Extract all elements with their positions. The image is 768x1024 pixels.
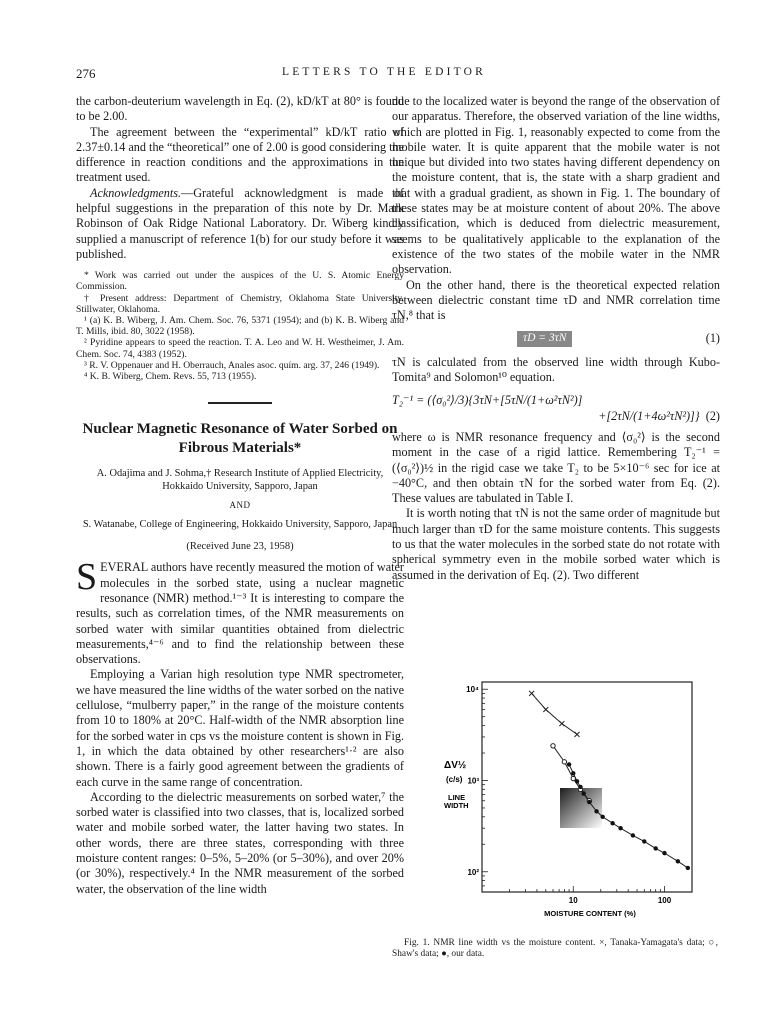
y-tick-label: 10² [467, 867, 479, 877]
y-tick-label: 10⁴ [466, 685, 479, 695]
x-axis-label: MOISTURE CONTENT (%) [544, 909, 636, 918]
ylabel-width: WIDTH [444, 801, 469, 810]
line-width-chart [400, 660, 720, 940]
acknowledgments [76, 186, 404, 262]
page-number: 276 [76, 66, 96, 81]
paragraph [76, 556, 404, 667]
data-point-filled [676, 859, 680, 863]
right-column [392, 94, 720, 583]
section-divider [208, 402, 272, 404]
data-point-filled [618, 826, 622, 830]
data-point-filled [610, 821, 614, 825]
footnote: ⁴ K. B. Wiberg, Chem. Revs. 55, 713 (1955). [84, 371, 257, 383]
paragraph: due to the localized water is beyond the range of the observation of our apparatus. Therefore, the observed variation of the line widths, which are plotted in Fig. 1, reasonably expected to come from the mobile water. It is quite apparent that the mobile water is not unique but divided into two states having different dependency on the moisture content, that is, the state with a sharp gradient and that with a gradual gradient, as shown in Fig. 1. The boundary of these states may be at moisture content of about 20%. The above classification, which is deduced from dielectric measurement, seems to be qualitatively applicable to the explanation of the existence of the two states of the mobile water in the NMR observation. [392, 94, 720, 277]
footnote: * Work was carried out under the auspices of the U. S. Atomic Energy Commission. [76, 270, 404, 293]
data-point-filled [686, 866, 690, 870]
data-point-filled [662, 851, 666, 855]
data-point-x [559, 721, 564, 726]
paragraph: the carbon-deuterium wavelength in Eq. (2), kD/kT at 80° is found to be 2.00. [76, 94, 404, 124]
and-separator: AND [229, 500, 251, 511]
footnote: ¹ (a) K. B. Wiberg, J. Am. Chem. Soc. 76, 5371 (1954); and (b) K. B. Wiberg and T. Mills, ibid. 80, 3022 (1958). [76, 315, 404, 338]
footnotes [76, 270, 404, 382]
data-point-open [571, 776, 575, 780]
data-points [529, 691, 690, 870]
shaded-region [560, 788, 602, 828]
data-point-filled [653, 846, 657, 850]
x-tick-label: 100 [657, 896, 672, 905]
equation-1 [392, 331, 720, 346]
y-tick-label: 10³ [467, 776, 479, 786]
data-point-open [562, 760, 566, 764]
equation-text: +[2τN/(1+4ω²τN²)]} [598, 408, 700, 423]
data-point-filled [567, 762, 571, 766]
data-point-filled [600, 815, 604, 819]
ylabel-unit: (c/s) [446, 775, 463, 784]
received-date: (Received June 23, 1958) [186, 541, 294, 553]
paragraph: According to the dielectric measurements on sorbed water,⁷ the sorbed water is classified into two classes, that is, localized sorbed water and mobile sorbed water, the latter having two states. In other words, there are three states, corresponding with three moisture content ranges: 0–5%, 5–20% (or 5–30%), and over 20% (or 30%), respectively.⁴ In the NMR measurement of the sorbed water, the observation of the line width [76, 789, 404, 896]
paragraph: τN is calculated from the observed line width through Kubo-Tomita⁹ and Solomon¹⁰ equation. [392, 354, 720, 385]
equation-number: (2) [705, 408, 720, 423]
paragraph: The agreement between the “experimental” kD/kT ratio of 2.37±0.14 and the “theoretical” one of 2.00 is good considering the difference in reaction conditions and the approximations in the treatment used. [76, 124, 404, 185]
data-point-x [575, 732, 580, 737]
equation-line [392, 409, 720, 424]
paragraph: On the other hand, there is the theoretical expected relation between dielectric constant time τD and NMR correlation time τN,⁸ that is [392, 277, 720, 323]
data-point-filled [571, 771, 575, 775]
plot-frame [482, 682, 692, 892]
data-point-filled [587, 800, 591, 804]
article-title: Nuclear Magnetic Resonance of Water Sorbed on Fibrous Materials* [82, 421, 398, 457]
equation-number: (1) [705, 331, 720, 346]
ack-heading: Acknowledgments. [90, 185, 182, 200]
ylabel-symbol: ΔV½ [444, 760, 467, 771]
drop-cap: S [76, 556, 98, 599]
ack-text: —Grateful acknowledgment is made of helpful suggestions in the preparation of this note by Dr. Mark Robinson of Oak Ridge National Laboratory. Dr. Wiberg kindly supplied a manuscript of reference 1(b) for our study before it was published. [76, 185, 404, 261]
footnote: ³ R. V. Oppenauer and H. Oberrauch, Anales asoc. quím. arg. 37, 246 (1949). [84, 359, 380, 371]
footnote: † Present address: Department of Chemistry, Oklahoma State University, Stillwater, Oklahoma. [76, 292, 404, 315]
series-lines [532, 693, 688, 868]
data-point-filled [575, 779, 579, 783]
data-point-filled [578, 785, 582, 789]
data-point-filled [594, 809, 598, 813]
data-point-filled [631, 833, 635, 837]
authors-affiliation: A. Odajima and J. Sohma,† Research Institute of Applied Electricity, Hokkaido University, Sapporo, Japan [96, 468, 384, 492]
equation-2 [392, 393, 720, 424]
figure-1 [400, 660, 720, 960]
running-title: LETTERS TO THE EDITOR [281, 66, 487, 78]
authors-affiliation: S. Watanabe, College of Engineering, Hokkaido University, Sapporo, Japan [82, 518, 398, 530]
data-point-open [551, 744, 555, 748]
series-line [532, 693, 577, 734]
data-point-x [543, 707, 548, 712]
footnote: ² Pyridine appears to speed the reaction. T. A. Leo and W. H. Westheimer, J. Am. Chem. Soc. 74, 4383 (1952). [76, 337, 404, 360]
intro-text: EVERAL authors have recently measured the motion of water molecules in the sorbed state, using a nuclear magnetic resonance (NMR) method.¹⁻³ It is interesting to compare the results, such as correlation times, of the NMR measurements on sorbed water with similar quantities obtained from dielectric measurements,⁴⁻⁶ and to find the relationship between these observations. [76, 560, 404, 667]
data-point-filled [642, 839, 646, 843]
ylabel-line: LINE [448, 793, 466, 802]
equation-line: T₂⁻¹ = (⟨σ₀²⟩/3){3τN+[5τN/(1+ω²τN²)] [392, 393, 583, 408]
data-point-x [529, 691, 534, 696]
data-point-filled [581, 791, 585, 795]
x-tick-label: 10 [568, 896, 578, 905]
left-column [76, 94, 404, 897]
figure-caption: Fig. 1. NMR line width vs the moisture content. ×, Tanaka-Yamagata's data; ○, Shaw's data; ●, our data. [392, 938, 718, 960]
paragraph: where ω is NMR resonance frequency and ⟨σ₀²⟩ is the second moment in the case of a rigid lattice. Remembering T₂⁻¹ = (⟨σ₀²⟩)½ in the rigid case we take T₂ to be 5×10⁻⁶ sec for ice at −40°C, and then obtain τN for the sorbed water from Eq. (2). These values are tabulated in Table I. [392, 429, 720, 506]
equation-text: τD = 3τN [517, 331, 572, 346]
paragraph: It is worth noting that τN is not the same order of magnitude but much larger than τD for the same moisture contents. This suggests to us that the water molecules in the sorbed state do not rotate with spherical symmetry even in the mobile sorbed water which is assumed in the derivation of Eq. (2). Two different [392, 506, 720, 582]
paragraph: Employing a Varian high resolution type NMR spectrometer, we have measured the line widths of the water sorbed on the native cellulose, “mulberry paper,” in the range of the moisture contents from 10 to 180% at 20°C. Half-width of the NMR absorption line for the sorbed water in cps vs the moisture content is shown in Fig. 1, in which the data obtained by other researchers¹·² are also shown. There is a fairly good agreement between the gradients of each curve in the same range of concentration. [76, 667, 404, 789]
